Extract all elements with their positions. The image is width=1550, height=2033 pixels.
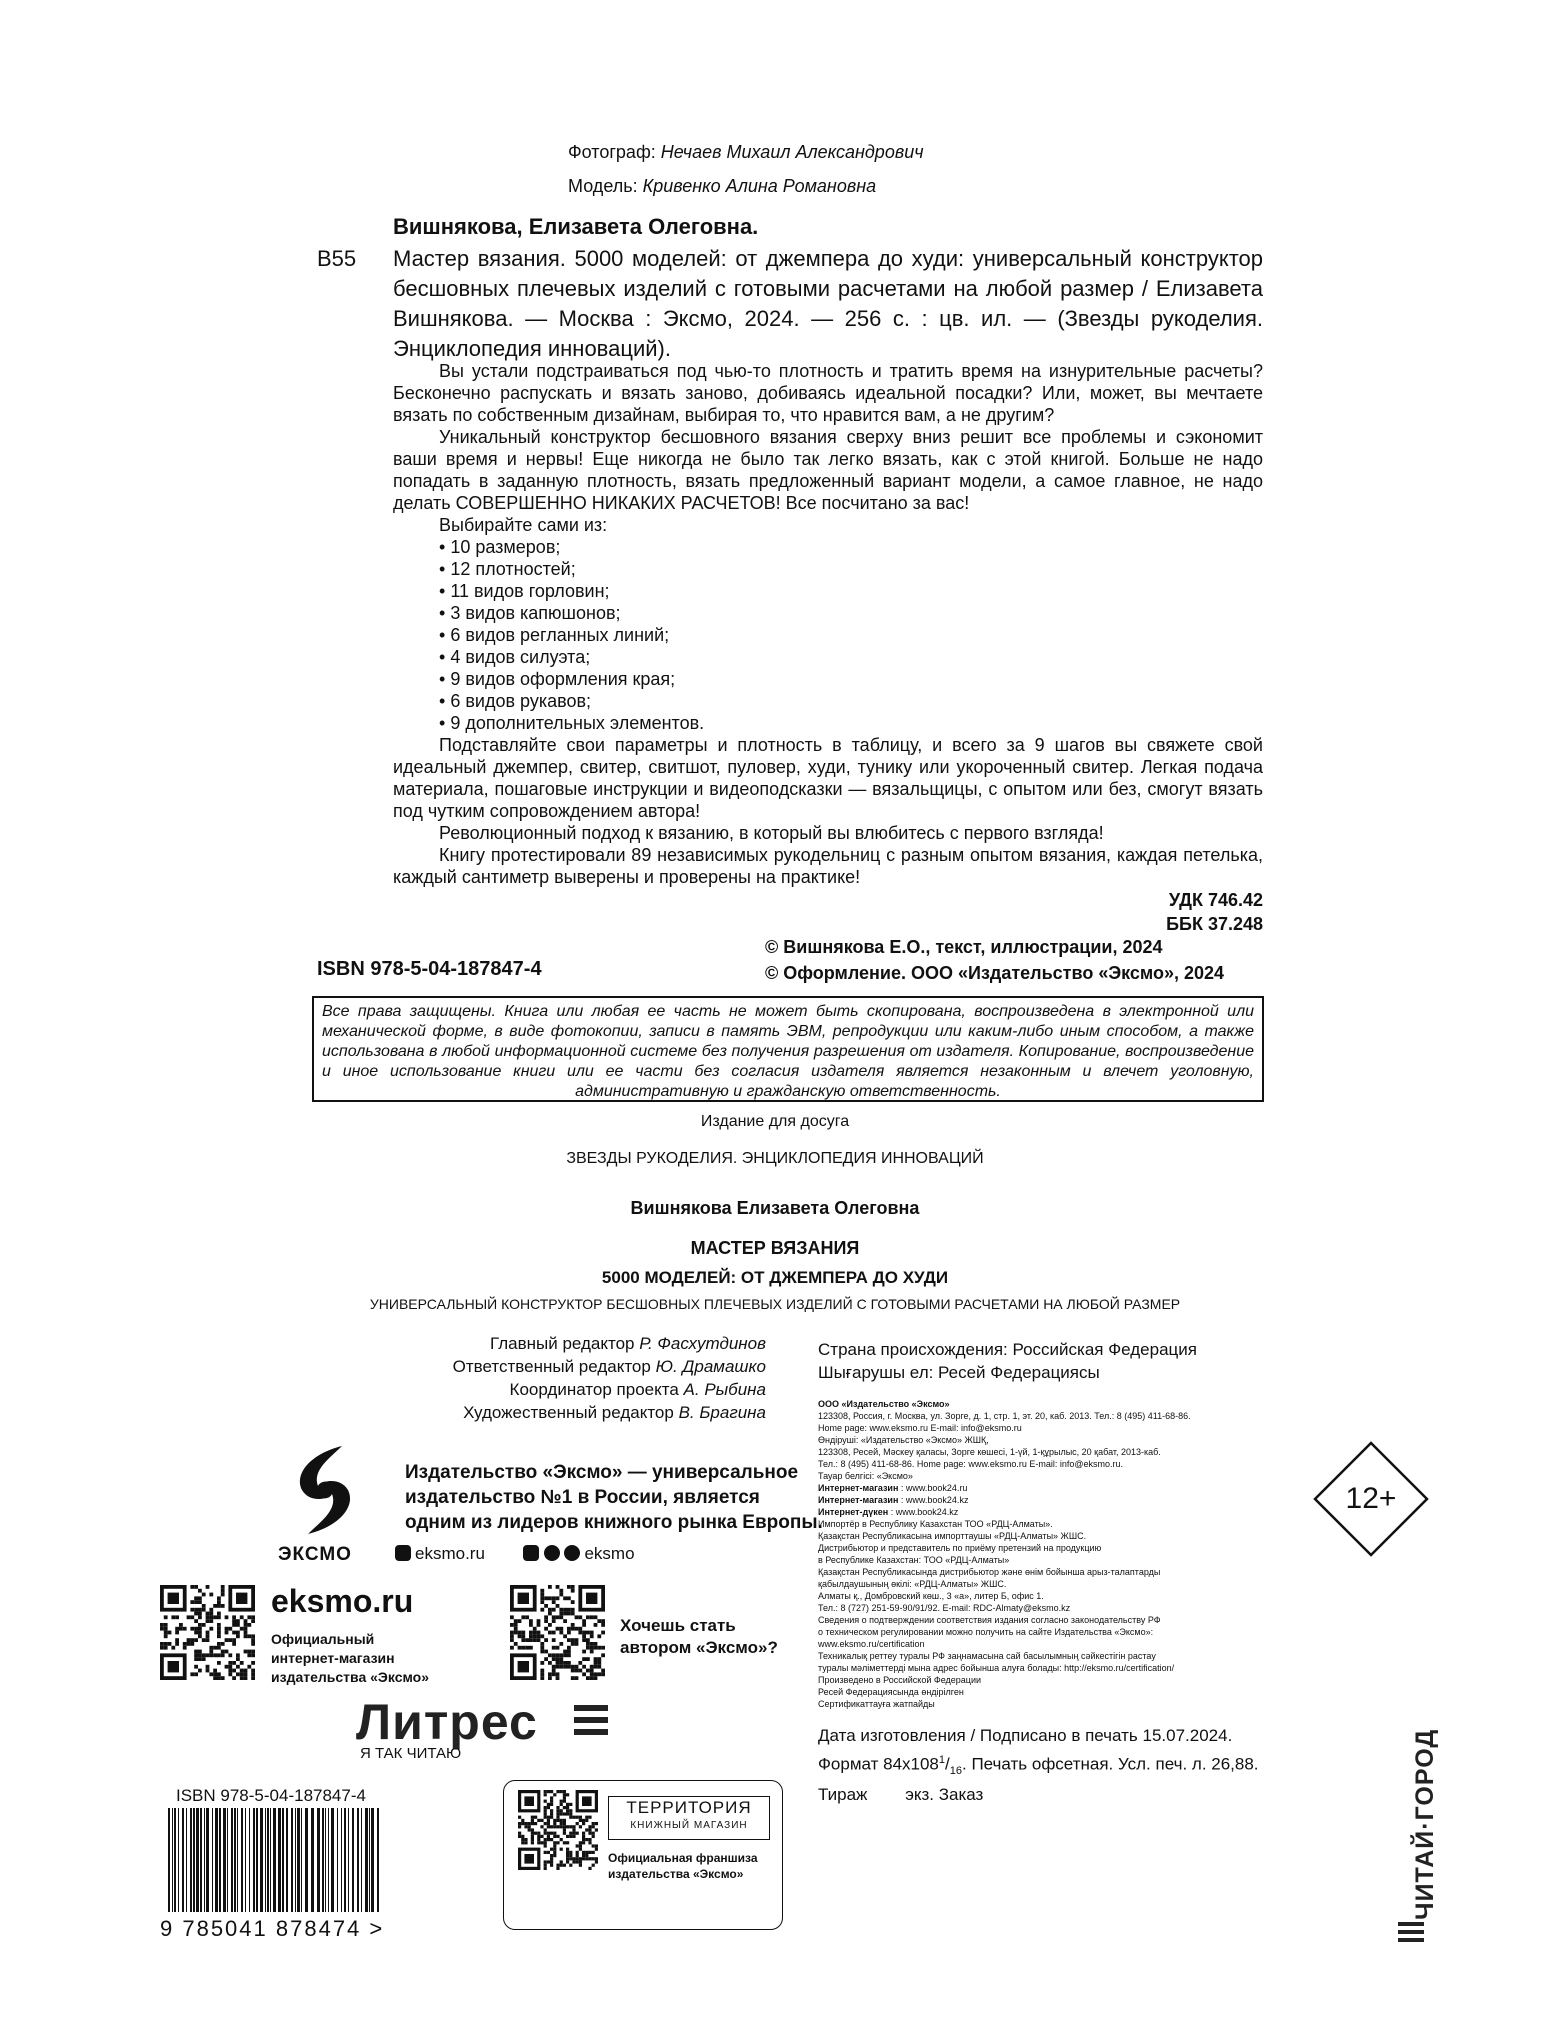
editor-name: Ю. Драмашко — [655, 1357, 766, 1376]
ok-icon — [544, 1545, 560, 1561]
format-size: Формат 84х108 — [818, 1754, 939, 1774]
publisher-info-text: Произведено в Российской Федерации — [818, 1675, 982, 1685]
format-sub: 16 — [949, 1765, 962, 1778]
territory-logo — [608, 1796, 770, 1840]
publisher-info-line — [818, 1482, 1273, 1494]
eksmo-logo-text: ЭКСМО — [278, 1544, 352, 1565]
copyright — [765, 934, 1224, 986]
editor-line — [453, 1401, 766, 1424]
publisher-info-line — [818, 1518, 1273, 1530]
classification-codes — [1166, 888, 1263, 936]
publisher-info-line — [818, 1530, 1273, 1542]
barcode-isbn: ISBN 978-5-04-187847-4 — [176, 1786, 366, 1805]
publisher-info — [818, 1398, 1273, 1710]
annotation-paragraph: Подставляйте свои параметры и плотность в таблицу, и всего за 9 шагов вы свяжете свой идеальный джемпер, свитер, свитшот, пуловер, худи, тунику или укороченный свитер. Легкая подача материала, пошаговые инструкции и видеоподсказки — вязальщицы, с опытом или без, смогут вязать под чутким сопровождением автора! — [393, 735, 1263, 821]
publisher-info-line — [818, 1554, 1273, 1566]
publisher-info-line — [818, 1446, 1273, 1458]
publisher-info-text: Сертификаттауға жатпайды — [818, 1699, 935, 1709]
barcode-number: 9 785041 878474 > — [160, 1916, 385, 1941]
publisher-info-line — [818, 1494, 1273, 1506]
bib-description: Мастер вязания. 5000 моделей: от джемпера до худи: универсальный конструктор бесшовных плечевых изделий с готовыми расчетами на любой размер / Елизавета Вишнякова. — Москва : Эксмо, 2024. — 256 с. : цв. ил. — (Звезды рукоделия. Энциклопедия инноваций). — [393, 246, 1263, 361]
publisher-info-line — [818, 1542, 1273, 1554]
publisher-info-text: 123308, Ресей, Мәскеу қаласы, Зорге көшесі, 1-үй, 1-құрылыс, 20 қабат, 2013-каб. — [818, 1447, 1161, 1457]
eksmo-logo-icon — [280, 1440, 370, 1540]
site-desc-line: издательства «Эксмо» — [271, 1669, 429, 1685]
list-item: • 12 плотностей; — [393, 558, 1263, 580]
publisher-info-text: Тел.: 8 (495) 411-68-86. Home page: www.eksmo.ru E-mail: info@eksmo.ru. — [818, 1459, 1124, 1469]
publisher-info-text: туралы мәліметтерді мына адрес бойынша алуға болады: http://eksmo.ru/certification/ — [818, 1663, 1175, 1673]
model-credit — [568, 176, 876, 197]
age-rating: 12+ — [1345, 1482, 1397, 1515]
publisher-info-line — [818, 1674, 1273, 1686]
barcode-icon — [160, 1808, 390, 1912]
publisher-info-text: : www.book24.ru — [898, 1483, 968, 1493]
qr-code-icon[interactable] — [518, 1790, 598, 1870]
publisher-info-text: Тел.: 8 (727) 251-59-90/91/92. E-mail: RDC-Almaty@eksmo.kz — [818, 1603, 1071, 1613]
editor-name: Р. Фасхутдинов — [639, 1334, 766, 1353]
become-author — [620, 1615, 778, 1659]
origin-kz: Шығарушы ел: Ресей Федерациясы — [818, 1363, 1100, 1382]
site-description — [271, 1630, 429, 1687]
description-line: одним из лидеров книжного рынка Европы. — [405, 1512, 823, 1533]
bbk-code: ББК 37.248 — [1166, 914, 1263, 934]
publisher-info-text: Алматы қ., Домбровский көш., 3 «а», литер Б, офис 1. — [818, 1591, 1044, 1601]
site-desc-line: интернет-магазин — [271, 1650, 395, 1666]
print-date: Дата изготовления / Подписано в печать 15.07.2024. — [818, 1726, 1233, 1745]
list-item: • 9 дополнительных элементов. — [393, 712, 1263, 734]
vk-icon — [523, 1545, 539, 1561]
publisher-info-text: Қазақстан Республикасында дистрибьютор және өнім бойынша арыз-талаптарды — [818, 1567, 1161, 1577]
publisher-info-line — [818, 1650, 1273, 1662]
litres-bars-icon — [574, 1705, 608, 1735]
litres-slogan: Я ТАК ЧИТАЮ — [360, 1745, 462, 1762]
publisher-info-text: Дистрибьютор и представитель по приёму претензий на продукцию — [818, 1543, 1102, 1553]
copyright-line: © Вишнякова Е.О., текст, иллюстрации, 2024 — [765, 937, 1163, 957]
annotation-paragraph: Книгу протестировали 89 независимых рукодельниц с разным опытом вязания, каждая петелька, каждый сантиметр выверены и проверены на практике! — [393, 845, 1263, 887]
publisher-info-line — [818, 1398, 1273, 1410]
qr-code-icon[interactable] — [160, 1585, 255, 1680]
model-name: Кривенко Алина Романовна — [642, 176, 877, 196]
publisher-info-line — [818, 1506, 1273, 1518]
publisher-info-bold: Интернет-магазин — [818, 1483, 899, 1493]
book-title: МАСТЕР ВЯЗАНИЯ — [690, 1238, 860, 1258]
editors — [453, 1332, 766, 1424]
description-line: издательство №1 в России, является — [405, 1487, 760, 1508]
print-run: Тираж экз. Заказ — [818, 1785, 984, 1805]
telegram-icon — [564, 1545, 580, 1561]
print-format: Формат $84х108^1/_{16}$. Печать офсетная. Усл. печ. л. 26,88. — [818, 1754, 1259, 1778]
list-item: • 11 видов горловин; — [393, 580, 1263, 602]
publisher-info-text: Қазақстан Республикасына импорттаушы «РДЦ-Алматы» ЖШС. — [818, 1531, 1087, 1541]
country-of-origin — [818, 1338, 1197, 1384]
publisher-info-text: : www.book24.kz — [888, 1507, 959, 1517]
edition-type: Издание для досуга — [700, 1113, 850, 1130]
origin-ru: Страна происхождения: Российская Федерация — [818, 1340, 1197, 1359]
publisher-info-text: Тауар белгісі: «Эксмо» — [818, 1471, 913, 1481]
publisher-info-line — [818, 1422, 1273, 1434]
publisher-info-text: о техническом регулировании можно получить на сайте Издательства «Эксмо»: — [818, 1627, 1154, 1637]
publisher-info-text: Техникалық реттеу туралы РФ заңнамасына сай басылымның сәйкестігін растау — [818, 1651, 1156, 1661]
publisher-info-bold: ООО «Издательство «Эксмо» — [818, 1399, 950, 1409]
franchise-line: Официальная франшиза — [608, 1851, 758, 1865]
territory-subtitle: КНИЖНЫЙ МАГАЗИН — [630, 1820, 748, 1831]
litres-logo: Литрес — [356, 1694, 538, 1750]
franchise-line: издательства «Эксмо» — [608, 1867, 744, 1881]
editor-name: В. Брагина — [678, 1403, 766, 1422]
imprint-author: Вишнякова Елизавета Олеговна — [630, 1198, 920, 1218]
publisher-info-line — [818, 1662, 1273, 1674]
list-item: • 9 видов оформления края; — [393, 668, 1263, 690]
publisher-info-line — [818, 1458, 1273, 1470]
bib-author: Вишнякова, Елизавета Олеговна. — [393, 214, 759, 239]
annotation-paragraph: Уникальный конструктор бесшовного вязания сверху вниз решит все проблемы и сэкономит ваши время и нервы! Еще никогда не было так легко вязать, как с этой книгой. Больше не надо попадать в заданную плотность, вязать предложенный вариант модели, а самое главное, не надо делать СОВЕРШЕННО НИКАКИХ РАСЧЕТОВ! Все посчитано за вас! — [393, 427, 1263, 513]
publisher-info-text: Home page: www.eksmo.ru E-mail: info@eksmo.ru — [818, 1423, 1022, 1433]
editor-role: Художественный редактор — [463, 1403, 674, 1422]
model-label: Модель: — [568, 176, 638, 196]
editor-line — [453, 1332, 766, 1355]
annotation-paragraph: Революционный подход к вязанию, в который вы влюбитесь с первого взгляда! — [439, 823, 1104, 843]
copyright-line: © Оформление. ООО «Издательство «Эксмо», 2024 — [765, 963, 1225, 983]
editor-name: А. Рыбина — [683, 1380, 766, 1399]
publisher-info-line — [818, 1434, 1273, 1446]
publisher-info-line — [818, 1698, 1273, 1710]
publisher-info-line — [818, 1410, 1273, 1422]
publisher-info-line — [818, 1686, 1273, 1698]
franchise-description — [608, 1850, 758, 1882]
isbn: ISBN 978-5-04-187847-4 — [317, 958, 542, 980]
publisher-info-line — [818, 1578, 1273, 1590]
rights-notice: Все права защищены. Книга или любая ее часть не может быть скопирована, воспроизведена в электронной или механической форме, в виде фотокопии, записи в память ЭВМ, репродукции или каким-либо иным способом, а также использована в любой информационной системе без получения разрешения от издателя. Копирование, воспроизведение и иное использование книги или ее части без согласия издателя является незаконным и влечет уголовную, административную и гражданскую ответственность. — [312, 996, 1264, 1102]
publisher-info-line — [818, 1626, 1273, 1638]
annotation-paragraph: Выбирайте сами из: — [439, 515, 608, 535]
social-label: eksmo — [584, 1544, 635, 1563]
publisher-info-text: в Республике Казахстан: ТОО «РДЦ-Алматы» — [818, 1555, 1010, 1565]
social-site[interactable] — [395, 1544, 485, 1564]
publisher-info-line — [818, 1470, 1273, 1482]
site-desc-line: Официальный — [271, 1631, 375, 1647]
editor-line — [453, 1355, 766, 1378]
territory-title: ТЕРРИТОРИЯ — [626, 1798, 752, 1817]
publisher-info-text: : www.book24.kz — [898, 1495, 969, 1505]
publisher-info-bold: Интернет-магазин — [818, 1495, 899, 1505]
feature-list — [393, 536, 1263, 734]
publisher-info-text: қабылдаушының өкілі: «РДЦ-Алматы» ЖШС. — [818, 1579, 1007, 1589]
photographer-credit — [568, 142, 924, 163]
series-name: ЗВЕЗДЫ РУКОДЕЛИЯ. ЭНЦИКЛОПЕДИЯ ИННОВАЦИЙ — [566, 1150, 984, 1167]
photographer-label: Фотограф: — [568, 142, 656, 162]
description-line: Издательство «Эксмо» — универсальное — [405, 1462, 799, 1483]
become-author-line: Хочешь стать — [620, 1616, 736, 1635]
publisher-info-text: Өндіруші: «Издательство «Эксмо» ЖШҚ, — [818, 1435, 989, 1445]
publisher-info-text: Сведения о подтверждении соответствия издания согласно законодательству РФ — [818, 1615, 1161, 1625]
editor-role: Главный редактор — [489, 1334, 635, 1353]
publisher-info-text: Ресей Федерациясында өндірілген — [818, 1687, 964, 1697]
publisher-description — [405, 1460, 823, 1535]
become-author-line: автором «Эксмо»? — [620, 1638, 778, 1657]
social-links[interactable] — [523, 1544, 635, 1564]
publisher-info-line — [818, 1602, 1273, 1614]
annotation — [393, 360, 1263, 888]
list-item: • 10 размеров; — [393, 536, 1263, 558]
format-rest: . Печать офсетная. Усл. печ. л. 26,88. — [962, 1754, 1259, 1774]
social-site-label: eksmo.ru — [415, 1544, 485, 1563]
bib-code: В55 — [317, 246, 357, 271]
book-subtitle: 5000 МОДЕЛЕЙ: ОТ ДЖЕМПЕРА ДО ХУДИ — [601, 1268, 949, 1287]
editor-line — [453, 1378, 766, 1401]
editor-role: Координатор проекта — [509, 1380, 679, 1399]
list-item: • 3 видов капюшонов; — [393, 602, 1263, 624]
publisher-info-line — [818, 1638, 1273, 1650]
publisher-info-line — [818, 1590, 1273, 1602]
udk-code: УДК 746.42 — [1168, 890, 1263, 910]
list-item: • 6 видов регланных линий; — [393, 624, 1263, 646]
format-sup: 1 — [938, 1754, 946, 1766]
publisher-info-text: 123308, Россия, г. Москва, ул. Зорге, д. 1, стр. 1, эт. 20, каб. 2013. Тел.: 8 (495) 411-68-86. — [818, 1411, 1191, 1421]
photographer-name: Нечаев Михаил Александрович — [660, 142, 924, 162]
list-item: • 4 видов силуэта; — [393, 646, 1263, 668]
publisher-info-text: Импортёр в Республику Казахстан ТОО «РДЦ-Алматы». — [818, 1519, 1053, 1529]
chitai-gorod-icon — [1398, 1922, 1424, 1942]
list-item: • 6 видов рукавов; — [393, 690, 1263, 712]
chitai-gorod-logo: ЧИТАЙ·ГОРОД — [1411, 1728, 1439, 1920]
globe-icon — [395, 1545, 411, 1561]
publisher-info-text: www.eksmo.ru/certification — [818, 1639, 925, 1649]
editor-role: Ответственный редактор — [452, 1357, 651, 1376]
qr-code-icon[interactable] — [510, 1585, 605, 1680]
publisher-info-line — [818, 1614, 1273, 1626]
site-name[interactable]: eksmo.ru — [271, 1583, 414, 1619]
publisher-info-line — [818, 1566, 1273, 1578]
publisher-info-bold: Интернет-дүкен — [818, 1507, 889, 1517]
annotation-paragraph: Вы устали подстраиваться под чью-то плотность и тратить время на изнурительные расчеты? Бесконечно распускать и вязать заново, добиваясь идеальной посадки? Или, может, вы мечтаете вязать по собственным дизайнам, выбирая то, что нравится вам, а не другим? — [393, 361, 1263, 425]
book-subtitle-2: УНИВЕРСАЛЬНЫЙ КОНСТРУКТОР БЕСШОВНЫХ ПЛЕЧЕВЫХ ИЗДЕЛИЙ С ГОТОВЫМИ РАСЧЕТАМИ НА ЛЮБОЙ РАЗМЕР — [369, 1296, 1181, 1312]
print-info — [818, 1724, 1259, 1807]
